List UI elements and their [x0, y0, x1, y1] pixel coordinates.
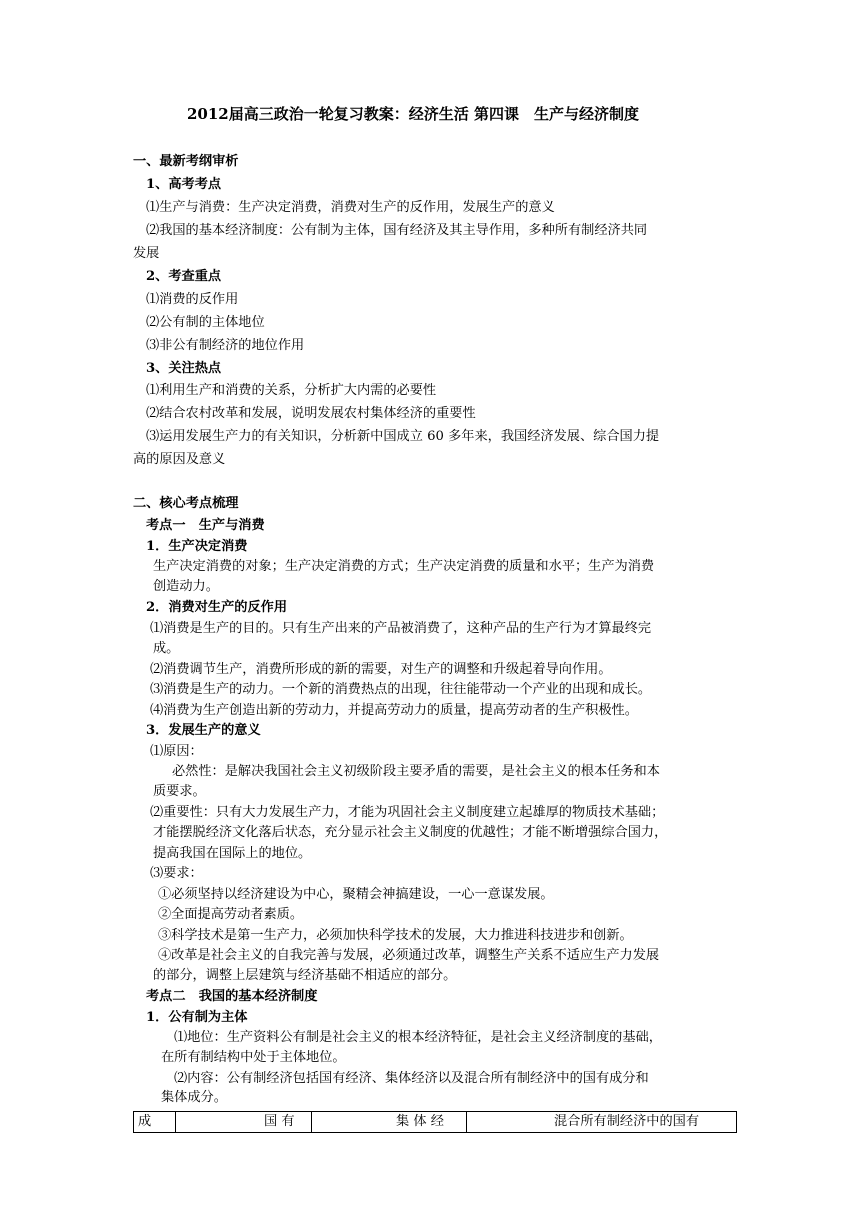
table-cell: 成 — [138, 1114, 152, 1129]
paragraph: 高的原因及意义 — [133, 452, 226, 467]
subheading-key-points: 2、考查重点 — [146, 269, 222, 284]
paragraph: 集体成分。 — [161, 1090, 227, 1105]
paragraph: 在所有制结构中处于主体地位。 — [161, 1050, 346, 1065]
subheading-exam-points: 1、高考考点 — [146, 177, 222, 192]
paragraph: ⑶非公有制经济的地位作用 — [146, 338, 305, 353]
paragraph: 成。 — [153, 641, 180, 656]
topic-heading-2: 考点二 我国的基本经济制度 — [146, 989, 318, 1004]
paragraph: ①必须坚持以经济建设为中心，聚精会神搞建设，一心一意谋发展。 — [158, 887, 554, 902]
paragraph: ⑴消费的反作用 — [146, 292, 239, 307]
paragraph: 必然性：是解决我国社会主义初级阶段主要矛盾的需要，是社会主义的根本任务和本 — [172, 764, 660, 779]
subheading-hot-topics: 3、关注热点 — [146, 361, 222, 376]
table-divider — [311, 1112, 312, 1132]
paragraph: ④改革是社会主义的自我完善与发展，必须通过改革，调整生产关系不适应生产力发展 — [158, 948, 660, 963]
paragraph: ⑴地位：生产资料公有制是社会主义的根本经济特征，是社会主义经济制度的基础， — [174, 1030, 662, 1045]
paragraph: 发展 — [133, 246, 160, 261]
paragraph: ⑶消费是生产的动力。一个新的消费热点的出现，往往能带动一个产业的出现和成长。 — [150, 682, 652, 697]
paragraph: ⑴消费是生产的目的。只有生产出来的产品被消费了，这种产品的生产行为才算最终完 — [150, 621, 652, 636]
paragraph: ⑴原因： — [150, 744, 203, 759]
paragraph: 生产决定消费的对象；生产决定消费的方式；生产决定消费的质量和水平；生产为消费 — [153, 559, 655, 574]
paragraph: ⑶要求： — [150, 866, 203, 881]
paragraph: ⑴利用生产和消费的关系，分析扩大内需的必要性 — [146, 383, 437, 398]
table-divider — [466, 1112, 467, 1132]
subheading: 2．消费对生产的反作用 — [146, 600, 288, 615]
table-cell: 混合所有制经济中的国有 — [554, 1114, 700, 1129]
table-divider — [175, 1112, 176, 1132]
document-title: 2012届高三政治一轮复习教案：经济生活 第四课 生产与经济制度 — [187, 105, 639, 123]
paragraph: ⑵内容：公有制经济包括国有经济、集体经济以及混合所有制经济中的国有成分和 — [174, 1071, 649, 1086]
paragraph: ⑵消费调节生产，消费所形成的新的需要，对生产的调整和升级起着导向作用。 — [150, 662, 612, 677]
table-cell: 国 有 — [264, 1114, 295, 1129]
paragraph: ⑶运用发展生产力的有关知识，分析新中国成立 60 多年来，我国经济发展、综合国力提 — [146, 429, 660, 444]
section-heading-1: 一、最新考纲审析 — [133, 154, 239, 169]
subheading: 3．发展生产的意义 — [146, 723, 261, 738]
paragraph: ③科学技术是第一生产力，必须加快科学技术的发展，大力推进科技进步和创新。 — [158, 928, 633, 943]
paragraph: ⑵我国的基本经济制度：公有制为主体，国有经济及其主导作用，多种所有制经济共同 — [146, 223, 648, 238]
paragraph: ⑷消费为生产创造出新的劳动力，并提高劳动力的质量，提高劳动者的生产积极性。 — [150, 703, 638, 718]
paragraph: 的部分，调整上层建筑与经济基础不相适应的部分。 — [153, 968, 457, 983]
topic-heading-1: 考点一 生产与消费 — [146, 518, 265, 533]
ownership-table — [133, 1111, 737, 1133]
paragraph: 质要求。 — [153, 784, 206, 799]
paragraph: 创造动力。 — [153, 579, 219, 594]
paragraph: ⑴生产与消费：生产决定消费，消费对生产的反作用，发展生产的意义 — [146, 200, 555, 215]
subheading: 1．生产决定消费 — [146, 539, 248, 554]
paragraph: ⑵重要性：只有大力发展生产力，才能为巩固社会主义制度建立起雄厚的物质技术基础； — [150, 805, 665, 820]
subheading: 1．公有制为主体 — [146, 1010, 248, 1025]
paragraph: 提高我国在国际上的地位。 — [153, 846, 312, 861]
paragraph: 才能摆脱经济文化落后状态，充分显示社会主义制度的优越性；才能不断增强综合国力， — [153, 825, 668, 840]
paragraph: ②全面提高劳动者素质。 — [158, 907, 304, 922]
section-heading-2: 二、核心考点梳理 — [133, 496, 239, 511]
table-cell: 集 体 经 — [396, 1114, 444, 1129]
paragraph: ⑵结合农村改革和发展，说明发展农村集体经济的重要性 — [146, 406, 476, 421]
paragraph: ⑵公有制的主体地位 — [146, 315, 265, 330]
